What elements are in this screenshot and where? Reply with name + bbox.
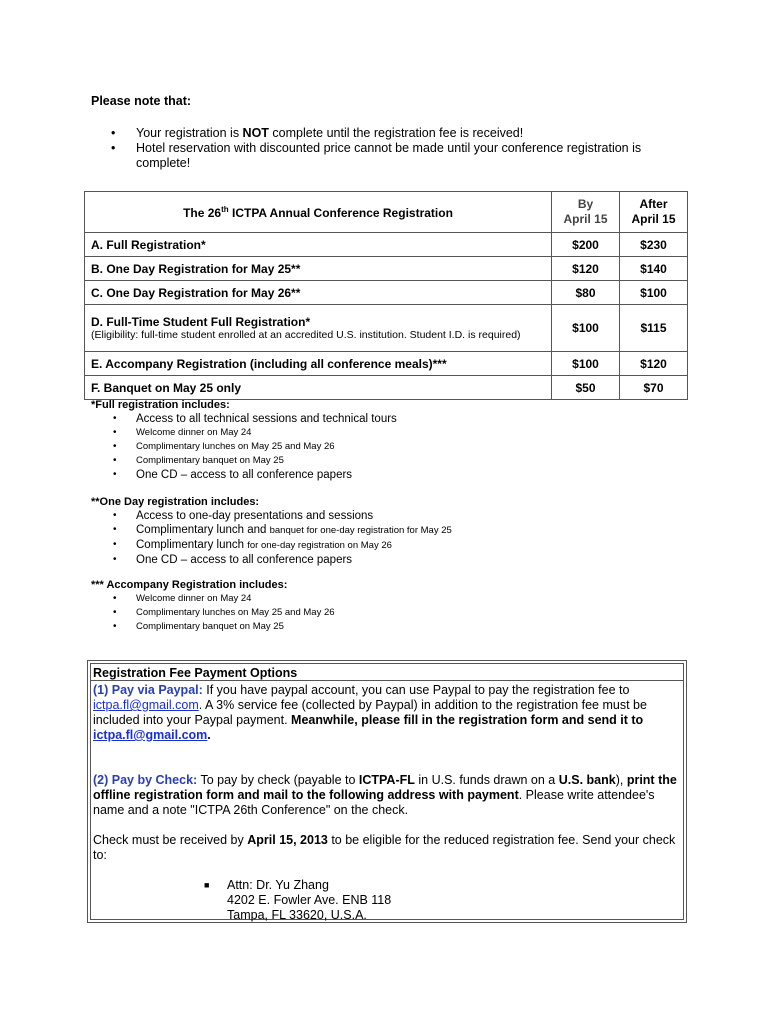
list-item: • Complimentary lunch and banquet for one-day registration for May 25: [91, 523, 691, 538]
row-price-by: $100: [552, 305, 620, 352]
payment-options-header: Registration Fee Payment Options: [91, 664, 683, 681]
accompany-registration-includes: [91, 578, 691, 634]
mailing-address: ■ Attn: Dr. Yu Zhang 4202 E. Fowler Ave. ENB 118 Tampa, FL 33620, U.S.A.: [204, 878, 392, 922]
list-item: • Welcome dinner on May 24: [91, 592, 691, 606]
row-price-after: $120: [620, 352, 688, 376]
list-item: • Complimentary lunches on May 25 and May 26: [91, 440, 691, 454]
list-item: • One CD – access to all conference papers: [91, 553, 691, 567]
row-note: (Eligibility: full-time student enrolled at an accredited U.S. institution. Student I.D. is required): [91, 328, 521, 341]
note-item: • Hotel reservation with discounted price cannot be made until your conference registration is complete!: [111, 141, 671, 171]
includes-header: **One Day registration includes:: [91, 496, 260, 508]
paypal-paragraph: (1) Pay via Paypal: If you have paypal account, you can use Paypal to pay the registration fee to ictpa.fl@gmail.com. A 3% service fee (collected by Paypal) in addition to the registration fee must be included into your Paypal payment. Meanwhile, please fill in the registration form and send it to ictpa.fl@gmail.com.: [93, 683, 647, 742]
list-item: • Access to one-day presentations and sessions: [91, 509, 691, 523]
table-row: [85, 305, 688, 352]
table-row: [85, 257, 688, 281]
includes-header: *** Accompany Registration includes:: [91, 579, 288, 591]
row-price-by: $100: [552, 352, 620, 376]
payment-options-box: [87, 660, 687, 923]
check-paragraph: (2) Pay by Check: To pay by check (payable to ICTPA-FL in U.S. funds drawn on a U.S. bank), print the offline registration form and mail to the following address with payment. Please write attendee's name and a note "ICTPA 26th Conference" on the check.: [93, 773, 677, 817]
table-row: [85, 376, 688, 400]
row-price-after: $230: [620, 233, 688, 257]
row-label: B. One Day Registration for May 25**: [85, 257, 552, 281]
row-price-by: $80: [552, 281, 620, 305]
registration-fee-table: [84, 191, 688, 400]
row-price-after: $115: [620, 305, 688, 352]
row-price-after: $70: [620, 376, 688, 400]
row-price-by: $120: [552, 257, 620, 281]
email-link[interactable]: ictpa.fl@gmail.com: [93, 728, 208, 742]
list-item: • Complimentary lunch for one-day registration on May 26: [91, 538, 691, 553]
list-item: • One CD – access to all conference papers: [91, 468, 691, 482]
includes-header: *Full registration includes:: [91, 399, 230, 411]
note-list: [111, 126, 671, 171]
table-title: The 26th ICTPA Annual Conference Registration: [85, 192, 552, 233]
row-label: E. Accompany Registration (including all conference meals)***: [85, 352, 552, 376]
table-header-row: [85, 192, 688, 233]
note-title: Please note that:: [91, 94, 192, 108]
list-item: • Complimentary banquet on May 25: [91, 620, 691, 634]
list-item: • Welcome dinner on May 24: [91, 426, 691, 440]
row-label: D. Full-Time Student Full Registration* (Eligibility: full-time student enrolled at an accredited U.S. institution. Student I.D. is required): [85, 305, 552, 352]
row-label: A. Full Registration*: [85, 233, 552, 257]
row-label: F. Banquet on May 25 only: [85, 376, 552, 400]
col-header-by: By April 15: [552, 192, 620, 233]
list-item: • Access to all technical sessions and technical tours: [91, 412, 691, 426]
table-row: [85, 352, 688, 376]
full-registration-includes: [91, 398, 691, 482]
row-label: C. One Day Registration for May 26**: [85, 281, 552, 305]
square-bullet-icon: ■: [204, 880, 210, 890]
one-day-registration-includes: [91, 495, 691, 567]
list-item: • Complimentary banquet on May 25: [91, 454, 691, 468]
row-price-after: $140: [620, 257, 688, 281]
row-price-by: $50: [552, 376, 620, 400]
table-row: [85, 233, 688, 257]
row-price-after: $100: [620, 281, 688, 305]
deadline-paragraph: Check must be received by April 15, 2013 to be eligible for the reduced registration fee. Send your check to:: [93, 833, 676, 862]
row-price-by: $200: [552, 233, 620, 257]
paypal-email-link[interactable]: ictpa.fl@gmail.com: [93, 698, 199, 712]
list-item: • Complimentary lunches on May 25 and May 26: [91, 606, 691, 620]
col-header-after: After April 15: [620, 192, 688, 233]
table-row: [85, 281, 688, 305]
note-item: • Your registration is NOT complete until the registration fee is received!: [111, 126, 671, 141]
